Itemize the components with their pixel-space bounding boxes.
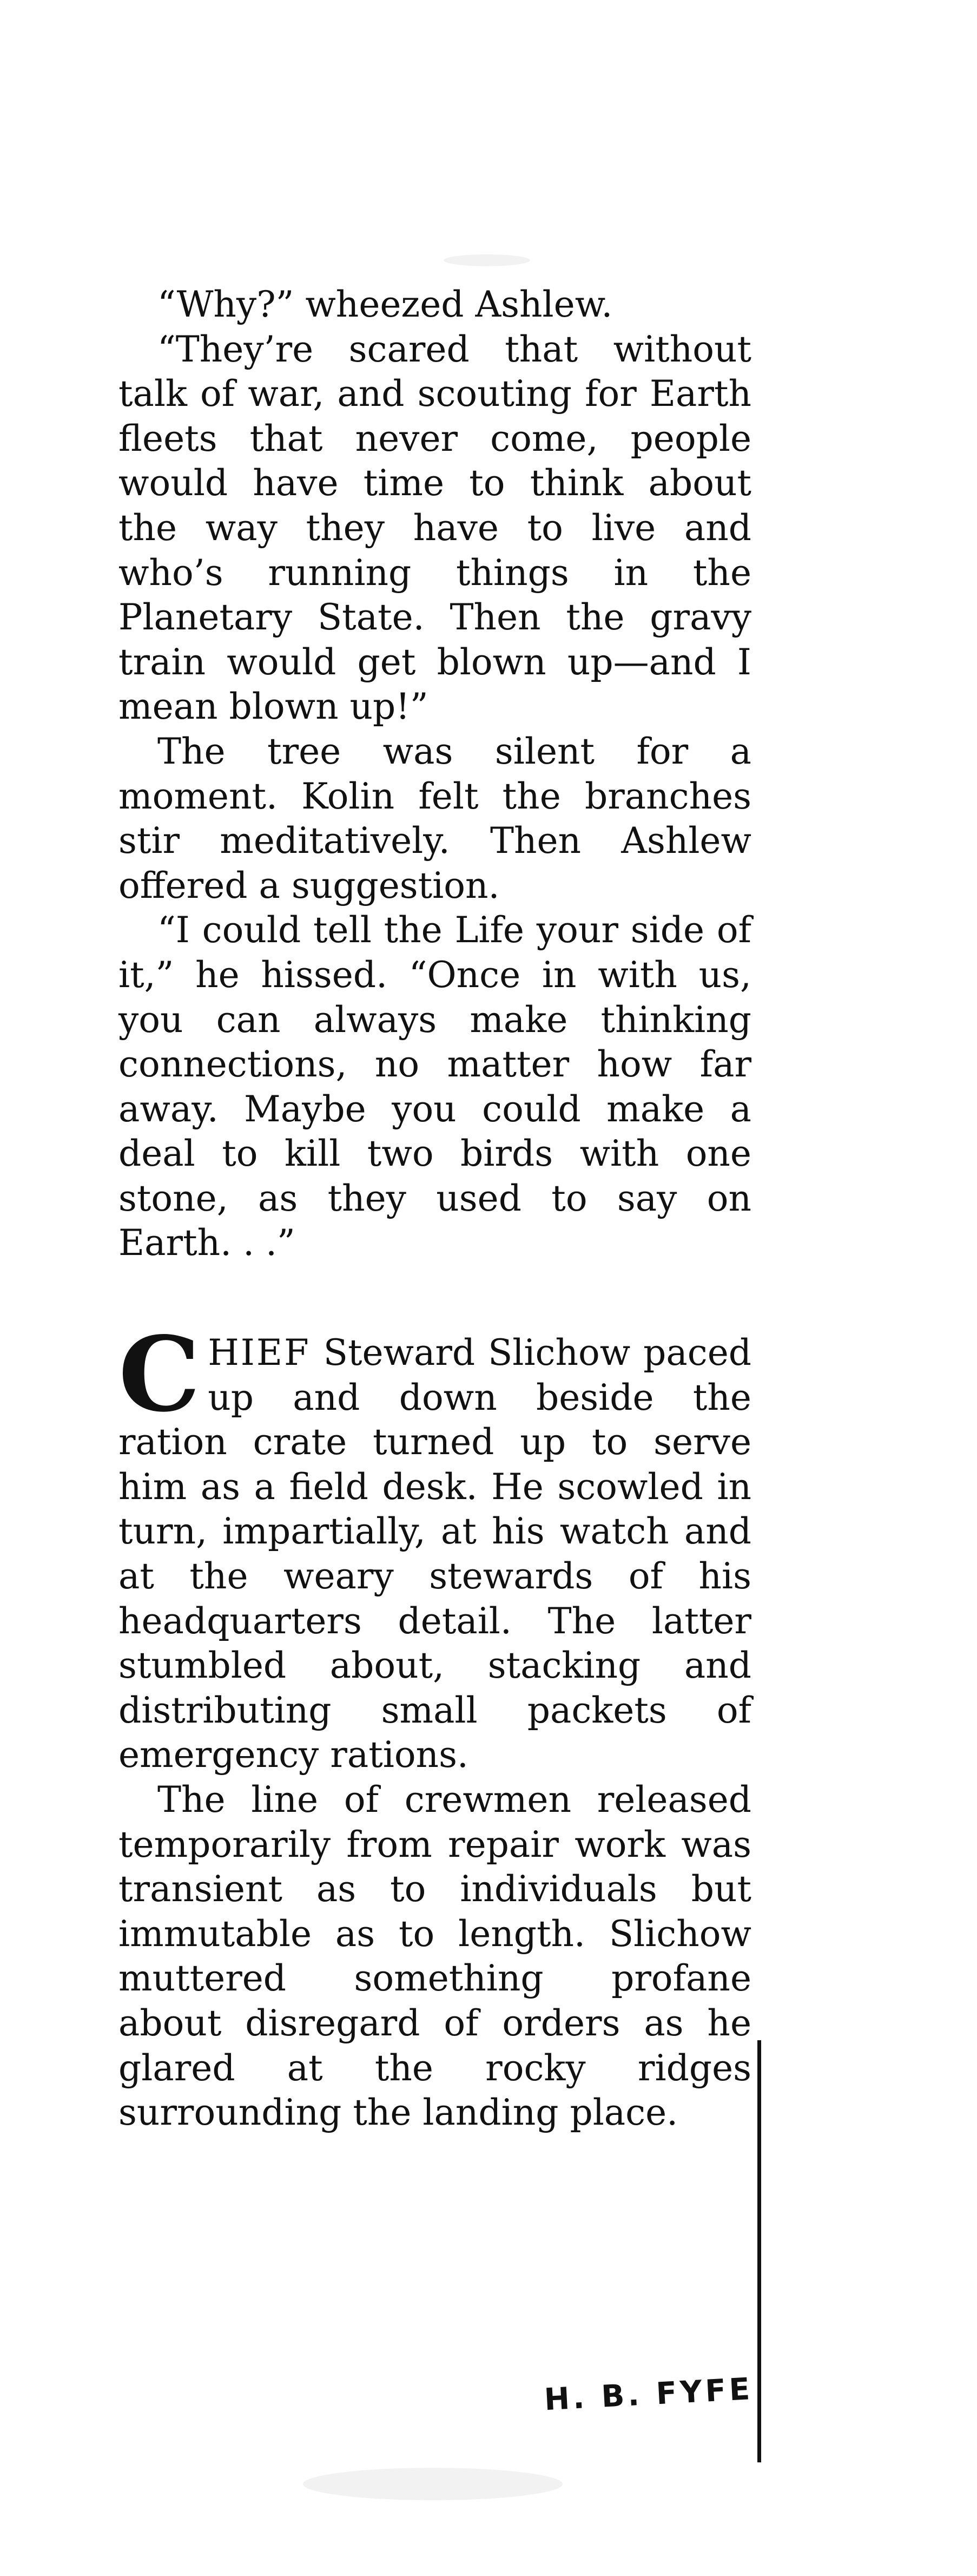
section-break xyxy=(118,1266,751,1331)
story-paragraph: “I could tell the Life your side of it,” he hissed. “Once in with us, you can always make thinking connections, no matter how far away. Maybe you could make a deal to kill two birds with one stone, as they used to say on Earth. . .” xyxy=(118,909,751,1264)
author-byline: H. B. FYFE xyxy=(543,2371,754,2418)
paper-smudge xyxy=(303,2468,563,2500)
column-edge-rule xyxy=(757,2040,761,2462)
story-column xyxy=(118,282,751,2135)
opening-paragraph-text: Steward Slichow paced up and down beside the ration crate turned up to serve him as a field desk. He scowled in turn, impartially, at his watch and at the weary stewards of his headquarters detail. The latter stumbled about, stacking and distributing small packets of emergency rations. xyxy=(118,1332,751,1776)
drop-cap: C xyxy=(118,1314,201,1435)
opening-word: HIEF xyxy=(208,1332,311,1374)
story-paragraph: “Why?” wheezed Ashlew. xyxy=(157,284,613,325)
paper-smudge xyxy=(444,254,530,266)
story-paragraph: The tree was silent for a moment. Kolin felt the branches stir meditatively. Then Ashlew offered a suggestion. xyxy=(118,730,751,906)
story-paragraph: The line of crewmen released temporarily from repair work was transient as to individuals but immutable as to length. Slichow muttered something profane about disregard of orders as he glared at the rocky ridges surrounding the landing place. xyxy=(118,1779,751,2134)
section-opening-paragraph xyxy=(118,1314,751,1778)
story-paragraph: “They’re scared that without talk of war, and scouting for Earth fleets that never come, people would have time to think about the way they have to live and who’s running things in the Planetary State. Then the gravy train would get blown up—and I mean blown up!” xyxy=(118,328,751,728)
